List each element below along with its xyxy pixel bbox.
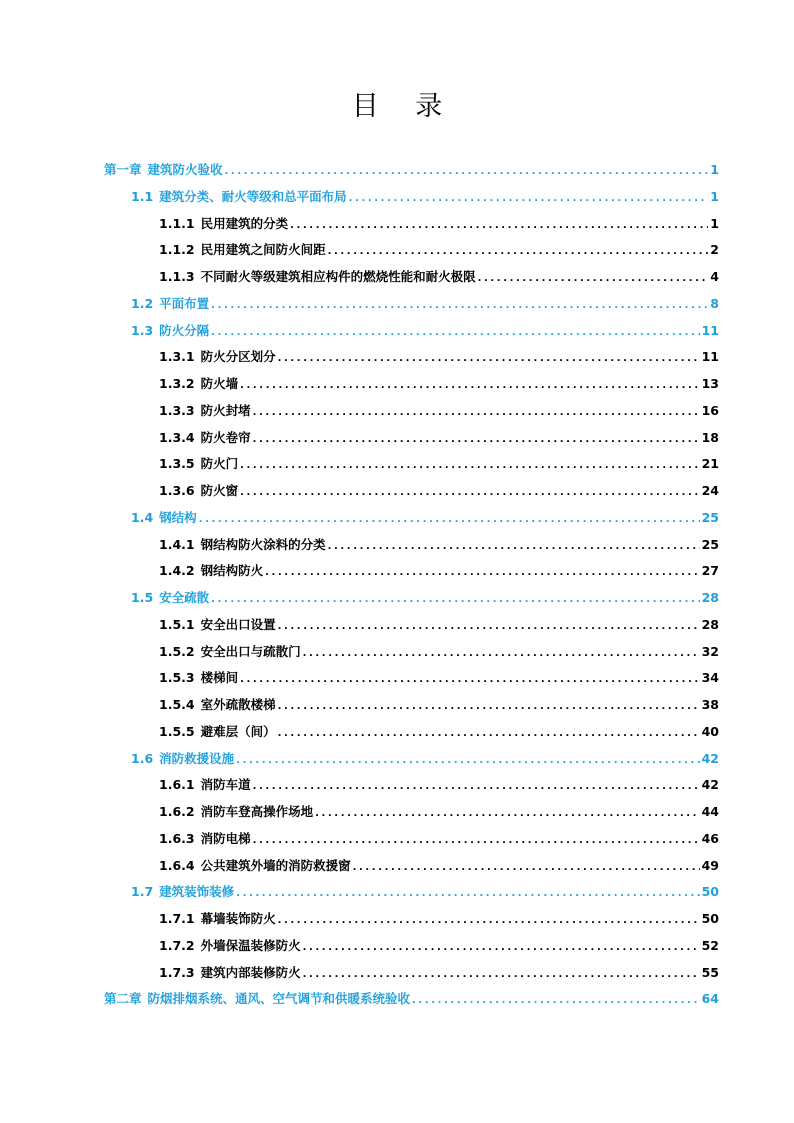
toc-entry-number: 1.1: [131, 188, 154, 204]
toc-entry-number: 1.5.5: [159, 723, 195, 739]
toc-entry-number: 第一章: [104, 162, 142, 177]
toc-entry-number: 1.7.1: [159, 911, 195, 926]
toc-entry[interactable]: [159, 481, 719, 501]
toc-entry-number: 1.5.1: [159, 616, 195, 632]
toc-entry-title: [159, 909, 276, 929]
toc-entry-label: 民用建筑的分类: [200, 215, 289, 231]
toc-entry-label: 钢结构防火: [200, 563, 264, 579]
toc-page-number: 25: [701, 536, 719, 552]
toc-entry[interactable]: [159, 963, 719, 983]
toc-page-number: 34: [701, 670, 719, 686]
toc-entry[interactable]: [159, 802, 719, 822]
toc-entry[interactable]: [159, 428, 719, 448]
toc-entry[interactable]: [159, 829, 719, 849]
toc-entry-title: [131, 588, 209, 608]
toc-page-number: 40: [701, 723, 719, 739]
toc-dot-leader: [303, 938, 700, 958]
toc-entry-number: 1.3: [131, 322, 154, 338]
toc-entry-label: 安全出口设置: [200, 616, 276, 632]
toc-entry-number: 1.4.1: [159, 536, 195, 552]
toc-page-number: 25: [701, 509, 719, 525]
toc-page-number: 42: [701, 750, 719, 766]
toc-entry[interactable]: [159, 535, 719, 555]
toc-entry-number: 1.7: [131, 884, 154, 900]
toc-entry-label: 建筑分类、耐火等级和总平面布局: [159, 188, 347, 204]
toc-entry-label: 钢结构防火涂料的分类: [200, 536, 326, 552]
toc-entry[interactable]: [131, 508, 719, 528]
toc-entry-number: 1.1.2: [159, 242, 195, 258]
toc-entry-title: [159, 428, 251, 448]
toc-entry-label: 建筑装饰装修: [159, 884, 235, 900]
toc-entry-title: [159, 802, 313, 822]
toc-dot-leader: [240, 456, 699, 476]
toc-dot-leader: [278, 697, 700, 717]
toc-page-number: 18: [701, 429, 719, 445]
toc-dot-leader: [265, 563, 699, 583]
toc-page-number: 42: [701, 777, 719, 793]
toc-entry[interactable]: [159, 775, 719, 795]
toc-entry-number: 1.3.2: [159, 376, 195, 391]
toc-page-number: 49: [701, 857, 719, 873]
toc-page-number: 21: [701, 456, 719, 472]
toc-entry-label: 消防车登高操作场地: [200, 804, 314, 819]
toc-entry-title: [104, 989, 410, 1009]
toc-entry-label: 防火窗: [200, 483, 239, 498]
toc-page-number: 2: [710, 242, 719, 258]
toc-entry-number: 1.5.3: [159, 670, 195, 686]
toc-dot-leader: [303, 644, 700, 664]
toc-entry-label: 防烟排烟系统、通风、空气调节和供暖系统验收: [147, 991, 411, 1007]
toc-dot-leader: [240, 376, 699, 396]
toc-dot-leader: [253, 403, 700, 423]
toc-entry-label: 建筑防火验收: [147, 162, 223, 177]
toc-page-number: 50: [701, 911, 719, 926]
toc-page-number: 38: [701, 697, 719, 712]
toc-entry-title: [159, 561, 263, 581]
toc-dot-leader: [253, 831, 700, 851]
toc-entry-title: [159, 267, 476, 287]
toc-page-number: 11: [701, 322, 719, 338]
page-title: 目 录: [351, 91, 457, 122]
toc-entry-number: 1.5.4: [159, 697, 195, 712]
toc-entry-title: [159, 535, 326, 555]
toc-entry-label: 平面布置: [159, 295, 210, 311]
toc-entry-number: 1.7.2: [159, 937, 195, 953]
toc-entry-number: 1.7.3: [159, 964, 195, 980]
toc-entry-title: [131, 508, 197, 528]
toc-entry-title: [159, 454, 238, 474]
toc-entry-title: [159, 695, 276, 715]
toc-entry[interactable]: [159, 374, 719, 394]
toc-entry[interactable]: [159, 909, 719, 929]
toc-entry-title: [159, 347, 276, 367]
toc-entry-title: [159, 829, 251, 849]
toc-page-number: 46: [701, 830, 719, 846]
toc-entry-number: 1.5: [131, 590, 154, 605]
toc-entry[interactable]: [131, 882, 719, 902]
toc-entry-number: 1.6.2: [159, 804, 195, 819]
toc-entry-number: 1.6: [131, 750, 154, 766]
toc-entry-title: [131, 749, 234, 769]
toc-entry-title: [104, 160, 223, 180]
toc-entry-title: [159, 642, 301, 662]
toc-entry-number: 1.3.6: [159, 483, 195, 498]
toc-entry-title: [159, 240, 326, 260]
toc-entry[interactable]: [159, 347, 719, 367]
toc-page-number: 50: [701, 884, 719, 900]
toc-page-number: 4: [710, 269, 719, 284]
toc-entry-title: [159, 481, 238, 501]
toc-entry-label: 楼梯间: [200, 670, 239, 686]
toc-dot-leader: [303, 965, 700, 985]
toc-entry-number: 1.5.2: [159, 643, 195, 659]
toc-entry[interactable]: [159, 856, 719, 876]
toc-entry-label: 建筑内部装修防火: [200, 964, 301, 980]
toc-page-number: 8: [710, 295, 719, 311]
toc-entry-number: 1.6.4: [159, 857, 195, 873]
toc-page-number: 52: [701, 937, 719, 953]
toc-entry[interactable]: [159, 240, 719, 260]
toc-entry-number: 1.1.1: [159, 215, 195, 231]
toc-entry-title: [159, 401, 251, 421]
toc-dot-leader: [353, 858, 700, 878]
toc-entry-title: [131, 321, 209, 341]
toc-entry-title: [131, 882, 234, 902]
toc-entry-title: [131, 294, 209, 314]
toc-entry-label: 钢结构: [159, 509, 197, 525]
toc-entry-title: [159, 722, 276, 742]
toc-entry[interactable]: [131, 588, 719, 608]
toc-entry[interactable]: [159, 668, 719, 688]
toc-entry-number: 1.3.1: [159, 349, 195, 365]
toc-entry-title: [159, 615, 276, 635]
toc-dot-leader: [278, 911, 700, 931]
toc-dot-leader: [412, 991, 700, 1011]
toc-page-number: 16: [701, 402, 719, 418]
toc-entry[interactable]: [159, 615, 719, 635]
toc-entry[interactable]: [131, 187, 719, 207]
toc-page-number: 13: [701, 376, 719, 391]
toc-entry-number: 1.4.2: [159, 563, 195, 579]
toc-entry-label: 幕墙装饰防火: [200, 911, 276, 926]
toc-page-number: 28: [701, 590, 719, 605]
toc-entry-title: [159, 374, 238, 394]
toc-dot-leader: [236, 884, 699, 904]
toc-entry[interactable]: [104, 989, 719, 1009]
toc-dot-leader: [225, 162, 709, 182]
toc-dot-leader: [211, 590, 699, 610]
toc-page-number: 64: [701, 991, 719, 1007]
toc-page-number: 44: [701, 804, 719, 819]
toc-entry-title: [159, 775, 251, 795]
toc-entry-number: 1.6.1: [159, 777, 195, 793]
toc-entry-number: 1.3.5: [159, 456, 195, 472]
toc-entry-label: 防火分区划分: [200, 349, 276, 365]
toc-entry[interactable]: [159, 642, 719, 662]
toc-dot-leader: [278, 617, 700, 637]
toc-entry-label: 民用建筑之间防火间距: [200, 242, 326, 258]
toc-entry[interactable]: [131, 294, 719, 314]
toc-page-number: 1: [710, 188, 719, 204]
toc-page-number: 1: [710, 162, 719, 177]
toc-entry-label: 消防救援设施: [159, 750, 235, 766]
toc-entry-label: 防火门: [200, 456, 239, 472]
toc-entry[interactable]: [159, 401, 719, 421]
toc-entry-title: [159, 856, 351, 876]
toc-entry-label: 消防车道: [200, 777, 251, 793]
toc-dot-leader: [328, 537, 700, 557]
toc-entry-label: 避难层（间）: [200, 723, 276, 739]
toc-entry[interactable]: [159, 936, 719, 956]
toc-entry[interactable]: [159, 454, 719, 474]
toc-dot-leader: [478, 269, 709, 289]
toc-entry-label: 消防电梯: [200, 830, 251, 846]
toc-dot-leader: [290, 216, 708, 236]
toc-page-number: 32: [701, 643, 719, 659]
toc-entry-number: 1.2: [131, 295, 154, 311]
toc-dot-leader: [211, 323, 699, 343]
toc-entry-label: 防火卷帘: [200, 429, 251, 445]
toc-entry-title: [159, 963, 301, 983]
toc-entry[interactable]: [159, 267, 719, 287]
toc-entry-title: [159, 668, 238, 688]
toc-entry[interactable]: [159, 214, 719, 234]
toc-entry-number: 1.3.4: [159, 429, 195, 445]
toc-page-number: 11: [701, 349, 719, 365]
toc-entry-number: 1.4: [131, 509, 154, 525]
toc-entry-title: [159, 936, 301, 956]
toc-entry[interactable]: [159, 695, 719, 715]
toc-dot-leader: [240, 483, 699, 503]
toc-entry-number: 1.1.3: [159, 269, 195, 284]
toc-dot-leader: [199, 510, 700, 530]
toc-entry-label: 安全疏散: [159, 590, 210, 605]
toc-dot-leader: [253, 777, 700, 797]
toc-entry-number: 第二章: [104, 991, 142, 1007]
toc-entry-number: 1.3.3: [159, 402, 195, 418]
toc-entry[interactable]: [131, 749, 719, 769]
toc-page-number: 27: [701, 563, 719, 579]
toc-entry-label: 防火墙: [200, 376, 239, 391]
toc-entry-label: 防火分隔: [159, 322, 210, 338]
toc-page-number: 24: [701, 483, 719, 498]
toc-entry-label: 公共建筑外墙的消防救援窗: [200, 857, 351, 873]
toc-entry-number: 1.6.3: [159, 830, 195, 846]
toc-entry[interactable]: [159, 561, 719, 581]
toc-entry-title: [131, 187, 347, 207]
toc-entry-label: 防火封堵: [200, 402, 251, 418]
toc-entry-title: [159, 214, 288, 234]
toc-entry[interactable]: [159, 722, 719, 742]
toc-entry-label: 不同耐火等级建筑相应构件的燃烧性能和耐火极限: [200, 269, 476, 284]
toc-page-number: 55: [701, 964, 719, 980]
toc-dot-leader: [236, 751, 699, 771]
toc-entry-label: 安全出口与疏散门: [200, 643, 301, 659]
toc-dot-leader: [240, 670, 699, 690]
toc-dot-leader: [278, 349, 700, 369]
toc-entry[interactable]: [104, 160, 719, 180]
toc-entry[interactable]: [131, 321, 719, 341]
toc-entry-label: 室外疏散楼梯: [200, 697, 276, 712]
toc-dot-leader: [278, 724, 700, 744]
toc-dot-leader: [211, 296, 708, 316]
toc-dot-leader: [253, 430, 700, 450]
toc-dot-leader: [328, 242, 709, 262]
toc-page-number: 1: [710, 215, 719, 231]
toc-dot-leader: [349, 189, 709, 209]
toc-dot-leader: [315, 804, 699, 824]
toc-entry-label: 外墙保温装修防火: [200, 937, 301, 953]
toc-page-number: 28: [701, 616, 719, 632]
